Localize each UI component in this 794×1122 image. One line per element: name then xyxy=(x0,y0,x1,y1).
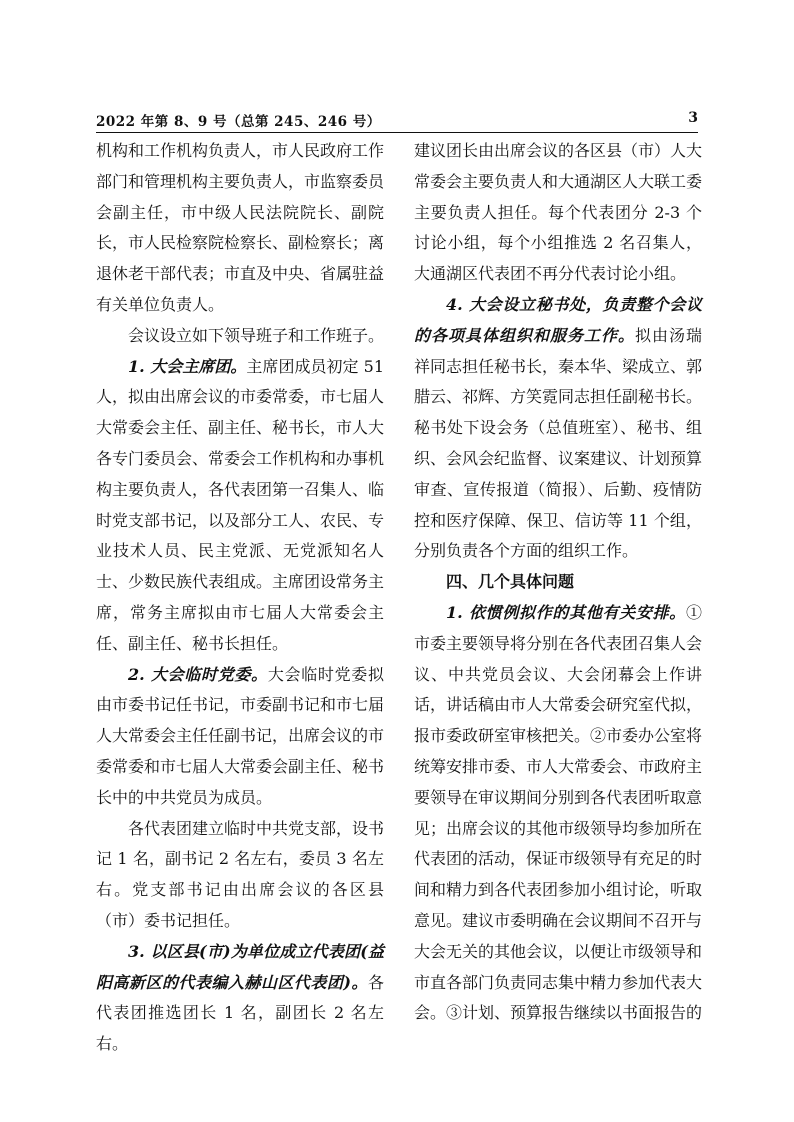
running-header xyxy=(96,110,698,132)
paragraph xyxy=(414,598,702,1029)
paragraph xyxy=(414,290,702,567)
paragraph xyxy=(96,660,384,814)
item-body: 拟由汤瑞祥同志担任秘书长，秦本华、梁成立、郭腊云、祁辉、方笑霓同志担任副秘书长。秘书处下设会务（总值班室）、秘书、组织、会风会纪监督、议案建议、计划预算审查、宣传报道（简报）、后勤、疫情防控和医疗保障、保卫、信访等 11 个组，分别负责各个方面的组织工作。 xyxy=(414,325,703,561)
paragraph xyxy=(96,937,384,1060)
section-heading: 四、几个具体问题 xyxy=(446,572,575,592)
item-lead: 4. 大会设立秘书处，负责整个会议的各项具体组织和服务工作。 xyxy=(414,294,702,345)
item-body: ①市委主要领导将分别在各代表团召集人会议、中共党员会议、大会闭幕会上作讲话，讲话稿由市人大常委会研究室代拟，报市委政研室审核把关。②市委办公室将统筹安排市委、市人大常委会、市政府主要领导在审议期间分别到各代表团听取意见；出席会议的其他市级领导均参加所在代表团的活动，保证市级领导有充足的时间和精力到各代表团参加小组讨论，听取意见。建议市委明确在会议期间不召开与大会无关的其他会议，以便让市级领导和市直各部门负责同志集中精力参加代表大会。③计划、预算报告继续以书面报告的 xyxy=(414,602,703,1023)
paragraph: 各代表团建立临时中共党支部，设书记 1 名，副书记 2 名左右，委员 3 名左右。党支部书记由出席会议的各区县（市）委书记担任。 xyxy=(96,818,385,930)
paragraph xyxy=(96,352,384,660)
item-body: 主席团成员初定 51 人，拟由出席会议的市委常委，市七届人大常委会主任、副主任、秘书长，市人大各专门委员会、常委会工作机构和办事机构主要负责人，各代表团第一召集人、临时党支部书记，以及部分工人、农民、专业技术人员、民主党派、无党派知名人士、少数民族代表组成。主席团设常务主席，常务主席拟由市七届人大常委会主任、副主任、秘书长担任。 xyxy=(96,356,385,653)
right-column xyxy=(414,136,702,1029)
item-lead: 1. 依惯例拟作的其他有关安排。 xyxy=(446,602,686,622)
paragraph: 建议团长由出席会议的各区县（市）人大常委会主要负责人和大通湖区人大联工委主要负责人担任。每个代表团分 2-3 个讨论小组，每个小组推选 2 名召集人，大通湖区代表团不再分代表讨论小组。 xyxy=(414,141,703,284)
header-rule xyxy=(96,132,698,133)
issue-label: 2022 年第 8、9 号（总第 245、246 号） xyxy=(96,114,381,130)
item-body: 各代表团推选团长 1 名，副团长 2 名左右。 xyxy=(96,972,384,1054)
paragraph: 会议设立如下领导班子和工作班子。 xyxy=(128,325,385,345)
left-column xyxy=(96,136,384,1060)
item-lead: 3. 以区县(市)为单位成立代表团(益阳高新区的代表编入赫山区代表团)。 xyxy=(96,941,384,992)
page-number: 3 xyxy=(688,110,698,126)
item-body: 大会临时党委拟由市委书记任书记，市委副书记和市七届人大常委会主任任副书记，出席会议的市委常委和市七届人大常委会副主任、秘书长中的中共党员为成员。 xyxy=(96,664,385,807)
item-lead: 2. 大会临时党委。 xyxy=(128,664,268,684)
paragraph: 机构和工作机构负责人，市人民政府工作部门和管理机构主要负责人，市监察委员会副主任，市中级人民法院院长、副院长，市人民检察院检察长、副检察长；离退休老干部代表；市直及中央、省属驻益有关单位负责人。 xyxy=(96,141,385,314)
item-lead: 1. 大会主席团。 xyxy=(128,356,247,376)
